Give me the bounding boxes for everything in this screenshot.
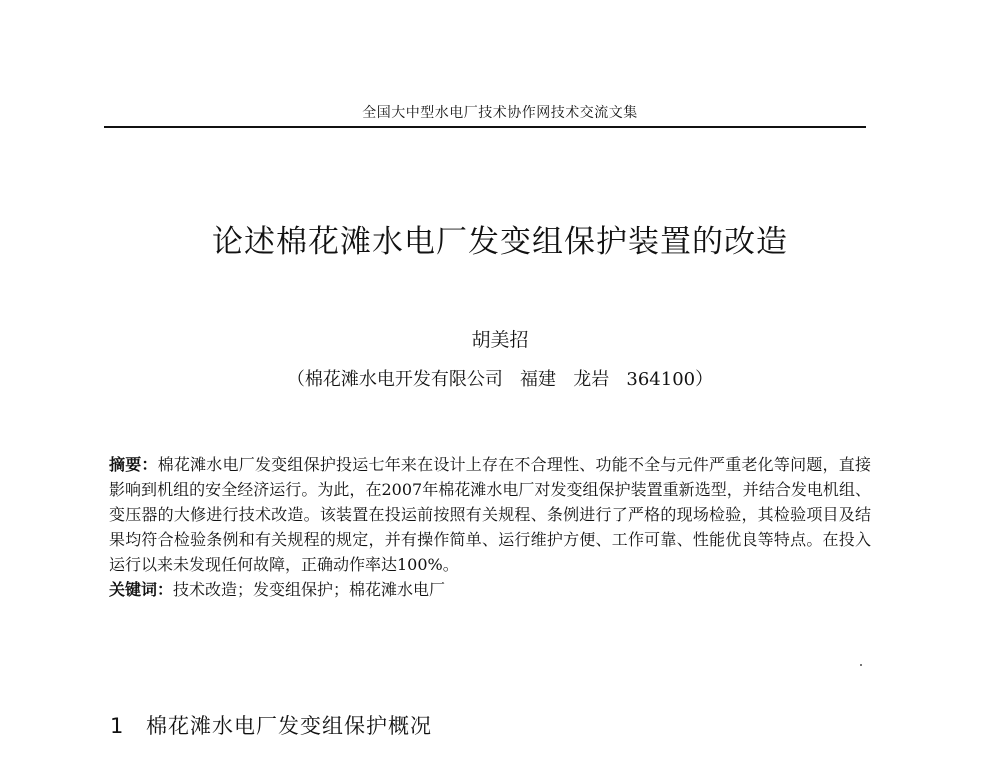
abstract-label: 摘要：: [109, 455, 158, 474]
keywords-text: 技术改造；发变组保护；棉花滩水电厂: [173, 580, 446, 599]
scan-speck: [860, 664, 862, 666]
affiliation-city: 龙岩: [573, 369, 610, 390]
author-name: 胡美招: [471, 329, 529, 351]
affiliation-organization: 棉花滩水电开发有限公司: [304, 369, 503, 390]
section-1-number: 1: [110, 714, 125, 738]
keywords: [109, 577, 871, 602]
article-title: 论述棉花滩水电厂发变组保护装置的改造: [212, 224, 788, 260]
running-header: 全国大中型水电厂技术协作网技术交流文集: [362, 105, 638, 121]
abstract: [109, 452, 871, 577]
affiliation-open-paren: （: [286, 369, 305, 390]
affiliation-province: 福建: [520, 369, 557, 390]
section-1-title: 棉花滩水电厂发变组保护概况: [146, 714, 432, 738]
abstract-text: 棉花滩水电厂发变组保护投运七年来在设计上存在不合理性、功能不全与元件严重老化等问题，直接影响到机组的安全经济运行。为此，在2007年棉花滩水电厂对发变组保护装置重新选型，并结合发电机组、变压器的大修进行技术改造。该装置在投运前按照有关规程、条例进行了严格的现场检验，其检验项目及结果均符合检验条例和有关规程的规定，并有操作简单、运行维护方便、工作可靠、性能优良等特点。在投入运行以来未发现任何故障，正确动作率达100%。: [109, 455, 871, 574]
abstract-block: [109, 452, 871, 602]
affiliation-close-paren: ）: [695, 369, 714, 390]
affiliation-postcode: 364100: [626, 369, 696, 390]
section-1-heading: [110, 712, 432, 740]
keywords-label: 关键词：: [109, 580, 174, 599]
affiliation: [0, 368, 1000, 392]
header-rule: [104, 126, 866, 128]
